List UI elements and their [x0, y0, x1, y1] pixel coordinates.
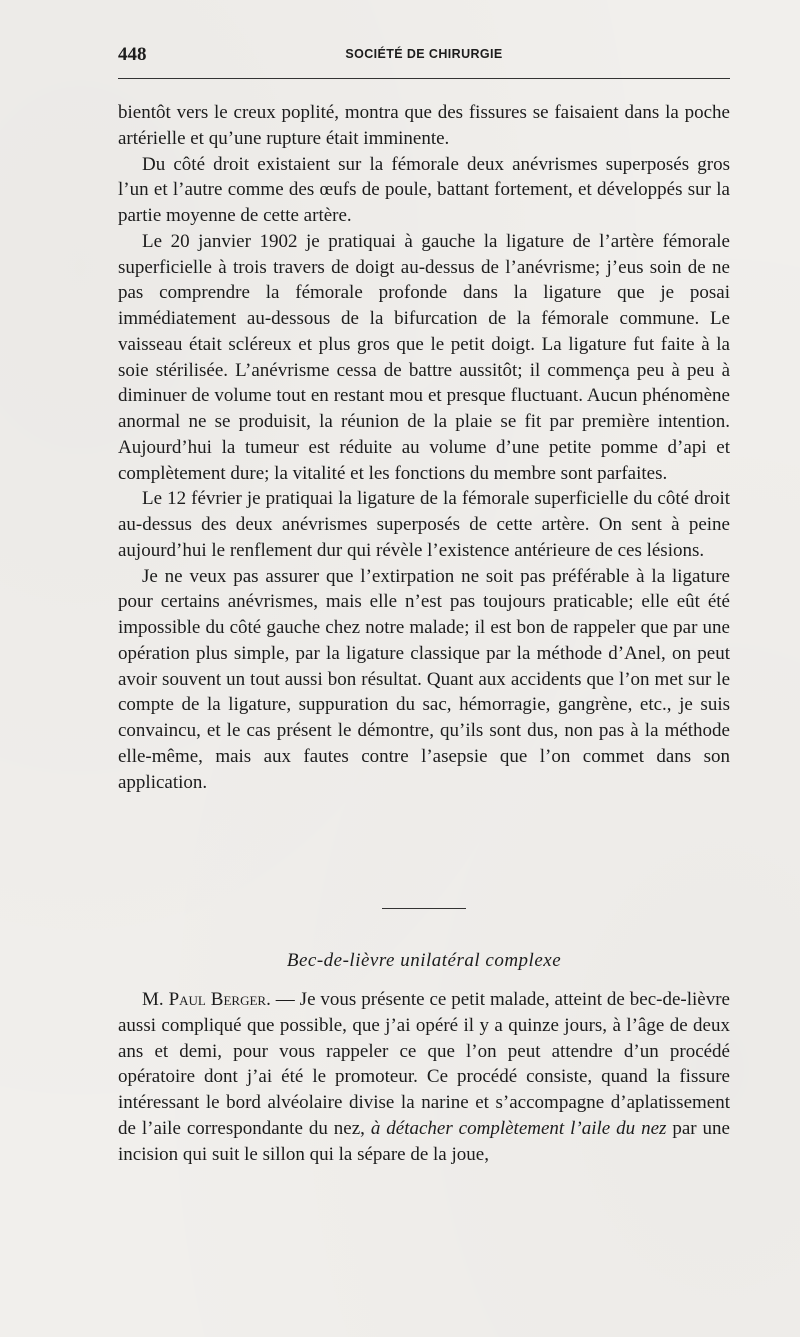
section-body [118, 987, 730, 1167]
section-title: Bec-de-lièvre unilatéral complexe [286, 950, 562, 971]
body-text [118, 100, 730, 795]
paragraph-text: par une incision qui suit le sillon qui la sépare de la joue, [118, 1117, 730, 1165]
paragraph: bientôt vers le creux poplité, montra que des fissures se faisaient dans la poche artérielle et qu’une rupture était imminente. [118, 102, 730, 149]
running-head: SOCIÉTÉ DE CHIRURGIE [345, 47, 503, 61]
paragraph: Le 20 janvier 1902 je pratiquai à gauche la ligature de l’artère fémorale superficielle à trois travers de doigt au-dessus de l’anévrisme; j’eus soin de ne pas comprendre la fémorale profonde dans la ligature que je posai immédiatement au-dessous de la bifurcation de la fémorale commune. Le vaisseau était scléreux et plus gros que le petit doigt. La ligature fut faite à la soie stérilisée. L’anévrisme cessa de battre aussitôt; il commença peu à peu à diminuer de volume tout en restant mou et presque fluctuant. Aucun phénomène anormal ne se produisit, la réunion de la plaie se fit par première intention. Aujourd’hui la tumeur est réduite au volume d’une petite pomme d’api et complètement dure; la vitalité et les fonctions du membre sont parfaites. [118, 230, 730, 484]
paragraph: Du côté droit existaient sur la fémorale deux anévrismes superposés gros l’un et l’autre comme des œufs de poule, battant fortement, et développés sur la partie moyenne de cette artère. [118, 153, 730, 226]
page-number: 448 [118, 44, 147, 65]
paragraph: Le 12 février je pratiquai la ligature de la fémorale superficielle du côté droit au-dessus des deux anévrismes superposés de cette artère. On sent à peine aujourd’hui le renflement dur qui révèle l’existence antérieure de ces lésions. [118, 488, 730, 561]
speaker-name: Paul Berger [168, 989, 267, 1010]
speaker-prefix: M. [142, 989, 169, 1010]
paragraph: Je ne veux pas assurer que l’extirpation ne soit pas préférable à la ligature pour certains anévrismes, mais elle n’est pas toujours praticable; elle eût été impossible du côté gauche chez notre malade; il est bon de rappeler que par une opération plus simple, par la ligature classique par la méthode d’Anel, on peut avoir souvent un tout aussi bon résultat. Quant aux accidents que l’on met sur le compte de la ligature, suppuration du sac, hémorragie, gangrène, etc., je suis convaincu, et le cas présent le démontre, qu’ils sont dus, non pas à la méthode elle-même, mais aux fautes contre l’asepsie que l’on commet dans son application. [118, 565, 730, 793]
paragraph-text: . — Je vous présente ce petit malade, atteint de bec-de-lièvre aussi compliqué que possible, que j’ai opéré il y a quinze jours, à l’âge de deux ans et demi, pour vous rappeler ce que l’on peut attendre d’un procédé opératoire dont j’ai été le promoteur. Ce procédé consiste, quand la fissure intéressant le bord alvéolaire divise la narine et s’accompagne d’aplatissement de l’aile correspondante du nez, [118, 989, 730, 1139]
section-divider [382, 908, 466, 909]
page-header [118, 44, 730, 72]
italic-phrase: à détacher complètement l’aile du nez [370, 1117, 667, 1139]
header-rule [118, 78, 730, 79]
paragraph [118, 987, 730, 1167]
